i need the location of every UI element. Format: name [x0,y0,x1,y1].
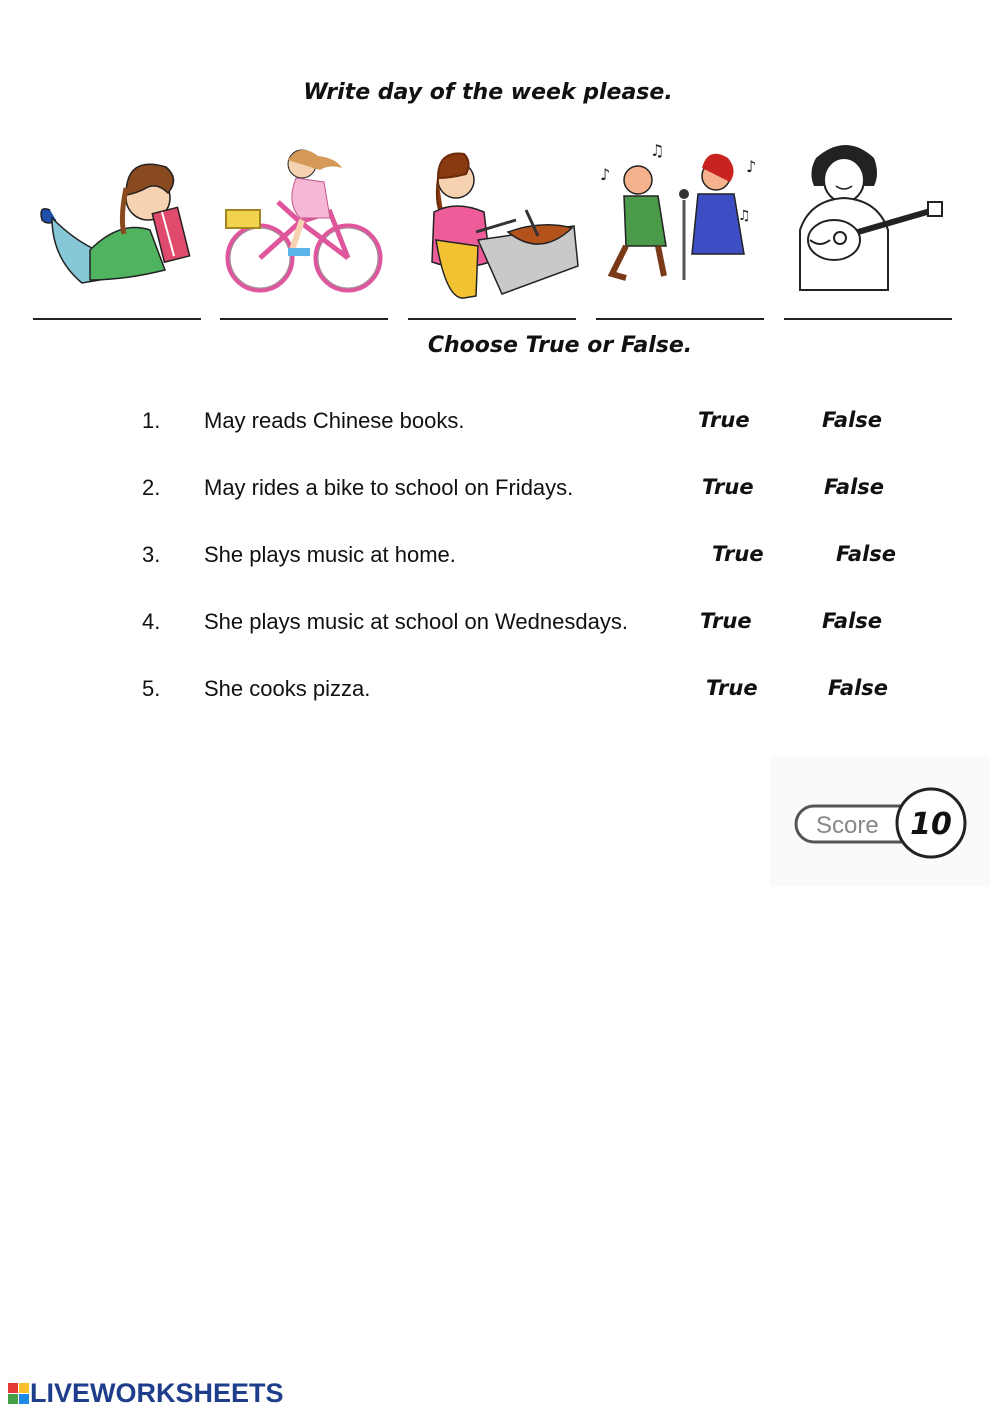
score-badge [770,756,990,886]
girl-playing-guitar-icon [780,140,950,300]
score-value: 10 [910,807,952,842]
girl-riding-bike-icon [218,140,388,300]
false-option[interactable]: False [836,542,897,566]
answer-line-2[interactable] [220,318,388,320]
question-row [0,475,1000,511]
answer-line-4[interactable] [596,318,764,320]
score-label: Score [816,812,879,839]
false-option[interactable]: False [822,609,883,633]
svg-text:♪: ♪ [746,157,757,176]
write-day-instruction: Write day of the week please. [303,80,673,105]
woman-cooking-icon [418,140,588,300]
question-number: 2. [142,475,161,500]
question-row [0,676,1000,712]
question-number: 4. [142,609,161,634]
true-option[interactable]: True [700,609,752,633]
question-text: May rides a bike to school on Fridays. [204,475,574,500]
false-option[interactable]: False [822,408,883,432]
answer-line-5[interactable] [784,318,952,320]
question-text: She cooks pizza. [204,676,371,701]
svg-text:♫: ♫ [650,141,665,160]
girl-reading-icon [30,140,200,300]
true-option[interactable]: True [712,542,764,566]
question-text: May reads Chinese books. [204,408,465,433]
answer-line-3[interactable] [408,318,576,320]
question-row [0,408,1000,444]
footer-brand-text: LIVEWORKSHEETS [30,1378,284,1408]
question-number: 1. [142,408,161,433]
footer-brand[interactable] [8,1378,284,1409]
question-text: She plays music at home. [204,542,456,567]
true-option[interactable]: True [702,475,754,499]
svg-text:♪: ♪ [600,165,611,184]
false-option[interactable]: False [828,676,889,700]
true-option[interactable]: True [698,408,750,432]
choose-instruction: Choose True or False. [427,333,693,358]
true-option[interactable]: True [706,676,758,700]
svg-text:♫: ♫ [738,208,751,224]
question-number: 5. [142,676,161,701]
question-row [0,609,1000,645]
liveworksheets-logo-icon [8,1383,30,1405]
people-singing-icon [598,140,768,300]
false-option[interactable]: False [824,475,885,499]
answer-line-1[interactable] [33,318,201,320]
question-text: She plays music at school on Wednesdays. [204,609,628,634]
question-row [0,542,1000,578]
question-number: 3. [142,542,161,567]
